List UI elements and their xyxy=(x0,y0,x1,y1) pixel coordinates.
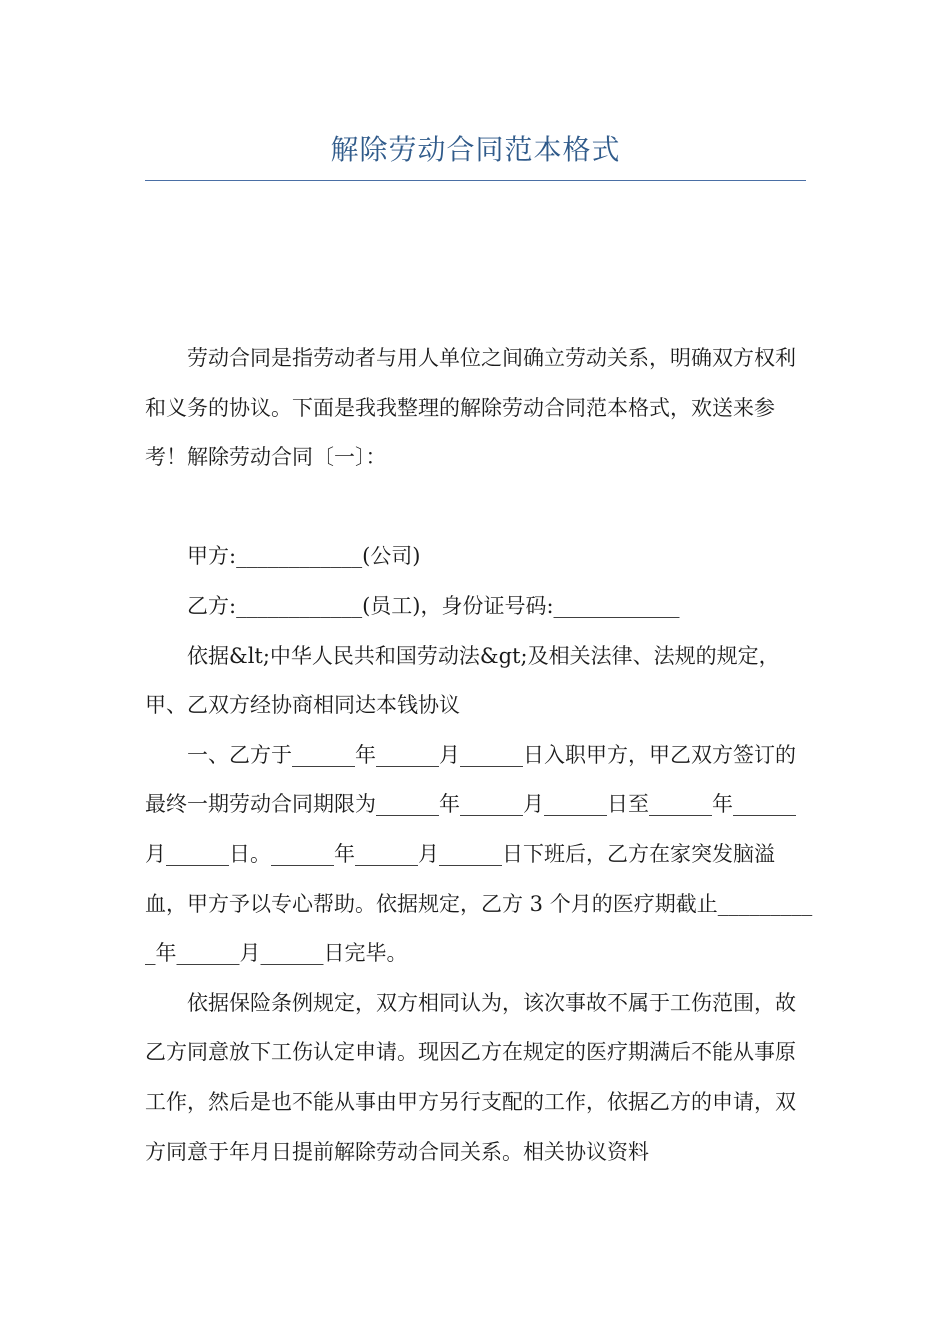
intro-paragraph: 劳动合同是指劳动者与用人单位之间确立劳动关系，明确双方权利和义务的协议。下面是我我整理的解除劳动合同范本格式，欢送来参考！解除劳动合同〔一〕： xyxy=(145,346,796,470)
paragraph-spacer xyxy=(145,483,813,533)
insurance-paragraph: 依据保险条例规定，双方相同认为，该次事故不属于工伤范围，故乙方同意放下工伤认定申请。现因乙方在规定的医疗期满后不能从事原工作，然后是也不能从事由甲方另行支配的工作，依据乙方的申请，双方同意于年月日提前解除劳动合同关系。相关协议资料 xyxy=(145,990,796,1164)
title-divider xyxy=(145,180,806,181)
document-body xyxy=(145,334,813,1177)
party-b-line: 乙方:____________(员工)，身份证号码:____________ xyxy=(187,593,680,618)
legal-basis-paragraph: 依据&lt;中华人民共和国劳动法&gt;及相关法律、法规的规定，甲、乙双方经协商相同达本钱协议 xyxy=(145,643,780,718)
page-title: 解除劳动合同范本格式 xyxy=(330,133,621,166)
party-a-line: 甲方:____________(公司) xyxy=(187,544,421,569)
clause-one-paragraph: 一、乙方于______年______月______日入职甲方，甲乙双方签订的最终一期劳动合同期限为______年______月______日至______年______月______日。______年______月______日下班后，乙方在家突发脑溢血，甲方予以专心帮助。依据规定，乙方 3 个月的医疗期截止__________年______月______日完毕。 xyxy=(145,742,813,966)
